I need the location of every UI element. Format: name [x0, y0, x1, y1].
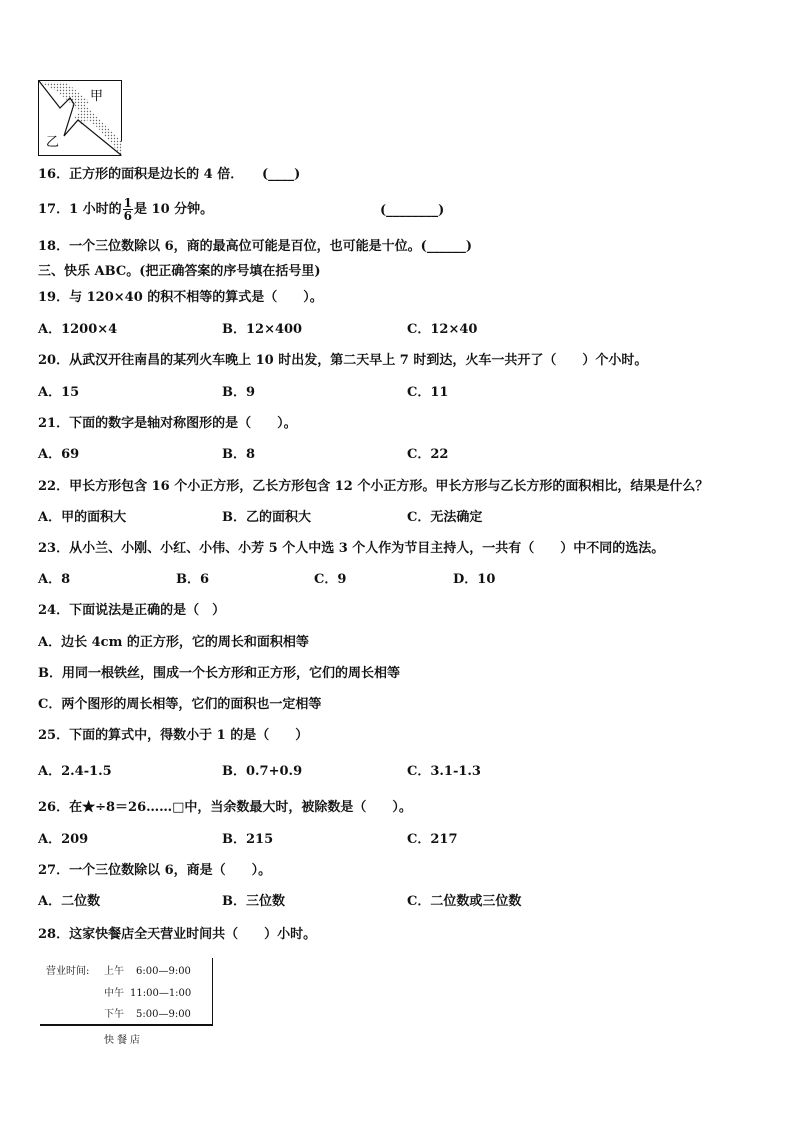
q22-option-a[interactable]: A．甲的面积大: [38, 510, 127, 525]
fraction-one-sixth: [123, 197, 133, 222]
question-21: 21．下面的数字是轴对称图形的是（ ）。: [38, 416, 297, 431]
question-23: 23．从小兰、小刚、小红、小伟、小芳 5 个人中选 3 个人作为节目主持人，一共有（ ）中不同的选法。: [38, 541, 665, 556]
q23-option-d[interactable]: D．10: [453, 572, 496, 587]
question-17-blank[interactable]: (________): [380, 203, 445, 218]
restaurant-caption: 快餐店: [104, 1035, 143, 1046]
hours-period-morning: 上午: [104, 966, 124, 977]
q27-option-b[interactable]: B．三位数: [222, 894, 285, 909]
label-yi: 乙: [46, 135, 60, 150]
fraction-denominator: 6: [123, 209, 133, 223]
question-28: 28．这家快餐店全天营业时间共（ ）小时。: [38, 927, 317, 942]
q25-option-c[interactable]: C．3.1-1.3: [407, 764, 481, 779]
question-20: 20．从武汉开往南昌的某列火车晚上 10 时出发，第二天早上 7 时到达，火车一共开了（ ）个小时。: [38, 353, 648, 368]
q20-option-b[interactable]: B．9: [222, 385, 256, 400]
hours-period-afternoon: 下午: [104, 1009, 124, 1020]
area-figure: [38, 80, 122, 156]
q24-option-a[interactable]: A．边长 4cm 的正方形，它的周长和面积相等: [38, 635, 309, 650]
fraction-numerator: 1: [123, 196, 133, 210]
question-25: 25．下面的算式中，得数小于 1 的是（ ）: [38, 728, 309, 743]
q21-option-a[interactable]: A．69: [38, 447, 80, 462]
question-17: [38, 196, 213, 224]
question-24: 24．下面说法是正确的是（ ）: [38, 603, 226, 618]
q25-option-a[interactable]: A．2.4-1.5: [38, 764, 112, 779]
question-27: 27．一个三位数除以 6，商是（ ）。: [38, 863, 272, 878]
q26-option-b[interactable]: B．215: [222, 832, 274, 847]
q24-option-c[interactable]: C．两个图形的周长相等，它们的面积也一定相等: [38, 697, 322, 712]
question-22: 22．甲长方形包含 16 个小正方形，乙长方形包含 12 个小正方形。甲长方形与乙长方形的面积相比，结果是什么？: [38, 479, 709, 494]
q21-option-c[interactable]: C．22: [407, 447, 449, 462]
q21-option-b[interactable]: B．8: [222, 447, 256, 462]
question-17-prefix: 17．1 小时的: [38, 202, 122, 217]
label-jia: 甲: [90, 89, 104, 104]
question-16-blank[interactable]: (____): [262, 167, 301, 182]
question-16-text: 16．正方形的面积是边长的 4 倍．: [38, 167, 244, 182]
q19-option-b[interactable]: B．12×400: [222, 322, 303, 337]
q23-option-b[interactable]: B．6: [176, 572, 210, 587]
hours-time-morning: 6:00—9:00: [136, 966, 191, 977]
q19-option-c[interactable]: C．12×40: [407, 322, 478, 337]
section-3-heading: 三、快乐 ABC。(把正确答案的序号填在括号里): [38, 264, 321, 279]
question-16: [38, 167, 243, 183]
q20-option-a[interactable]: A．15: [38, 385, 80, 400]
figure-svg: [38, 80, 122, 156]
question-19: 19．与 120×40 的积不相等的算式是（ ）。: [38, 290, 323, 305]
hours-time-afternoon: 5:00—9:00: [136, 1009, 191, 1020]
q26-option-c[interactable]: C．217: [407, 832, 458, 847]
q20-option-c[interactable]: C．11: [407, 385, 449, 400]
hours-header: 营业时间:: [46, 966, 90, 977]
q27-option-c[interactable]: C．二位数或三位数: [407, 894, 522, 909]
q25-option-b[interactable]: B．0.7+0.9: [222, 764, 303, 779]
q22-option-b[interactable]: B．乙的面积大: [222, 510, 311, 525]
question-26: 26．在★÷8＝26……□中，当余数最大时，被除数是（ ）。: [38, 800, 412, 815]
q23-option-a[interactable]: A．8: [38, 572, 71, 587]
question-17-suffix: 是 10 分钟。: [134, 202, 214, 217]
q19-option-a[interactable]: A．1200×4: [38, 322, 118, 337]
q27-option-a[interactable]: A．二位数: [38, 894, 101, 909]
opening-hours-sign: [40, 958, 213, 1026]
hours-period-noon: 中午: [104, 988, 124, 999]
question-18: 18．一个三位数除以 6，商的最高位可能是百位，也可能是十位。(______): [38, 239, 472, 254]
q24-option-b[interactable]: B．用同一根铁丝，围成一个长方形和正方形，它们的周长相等: [38, 666, 400, 681]
q26-option-a[interactable]: A．209: [38, 832, 89, 847]
q23-option-c[interactable]: C．9: [314, 572, 347, 587]
q22-option-c[interactable]: C．无法确定: [407, 510, 483, 525]
hours-time-noon: 11:00—1:00: [130, 988, 192, 999]
